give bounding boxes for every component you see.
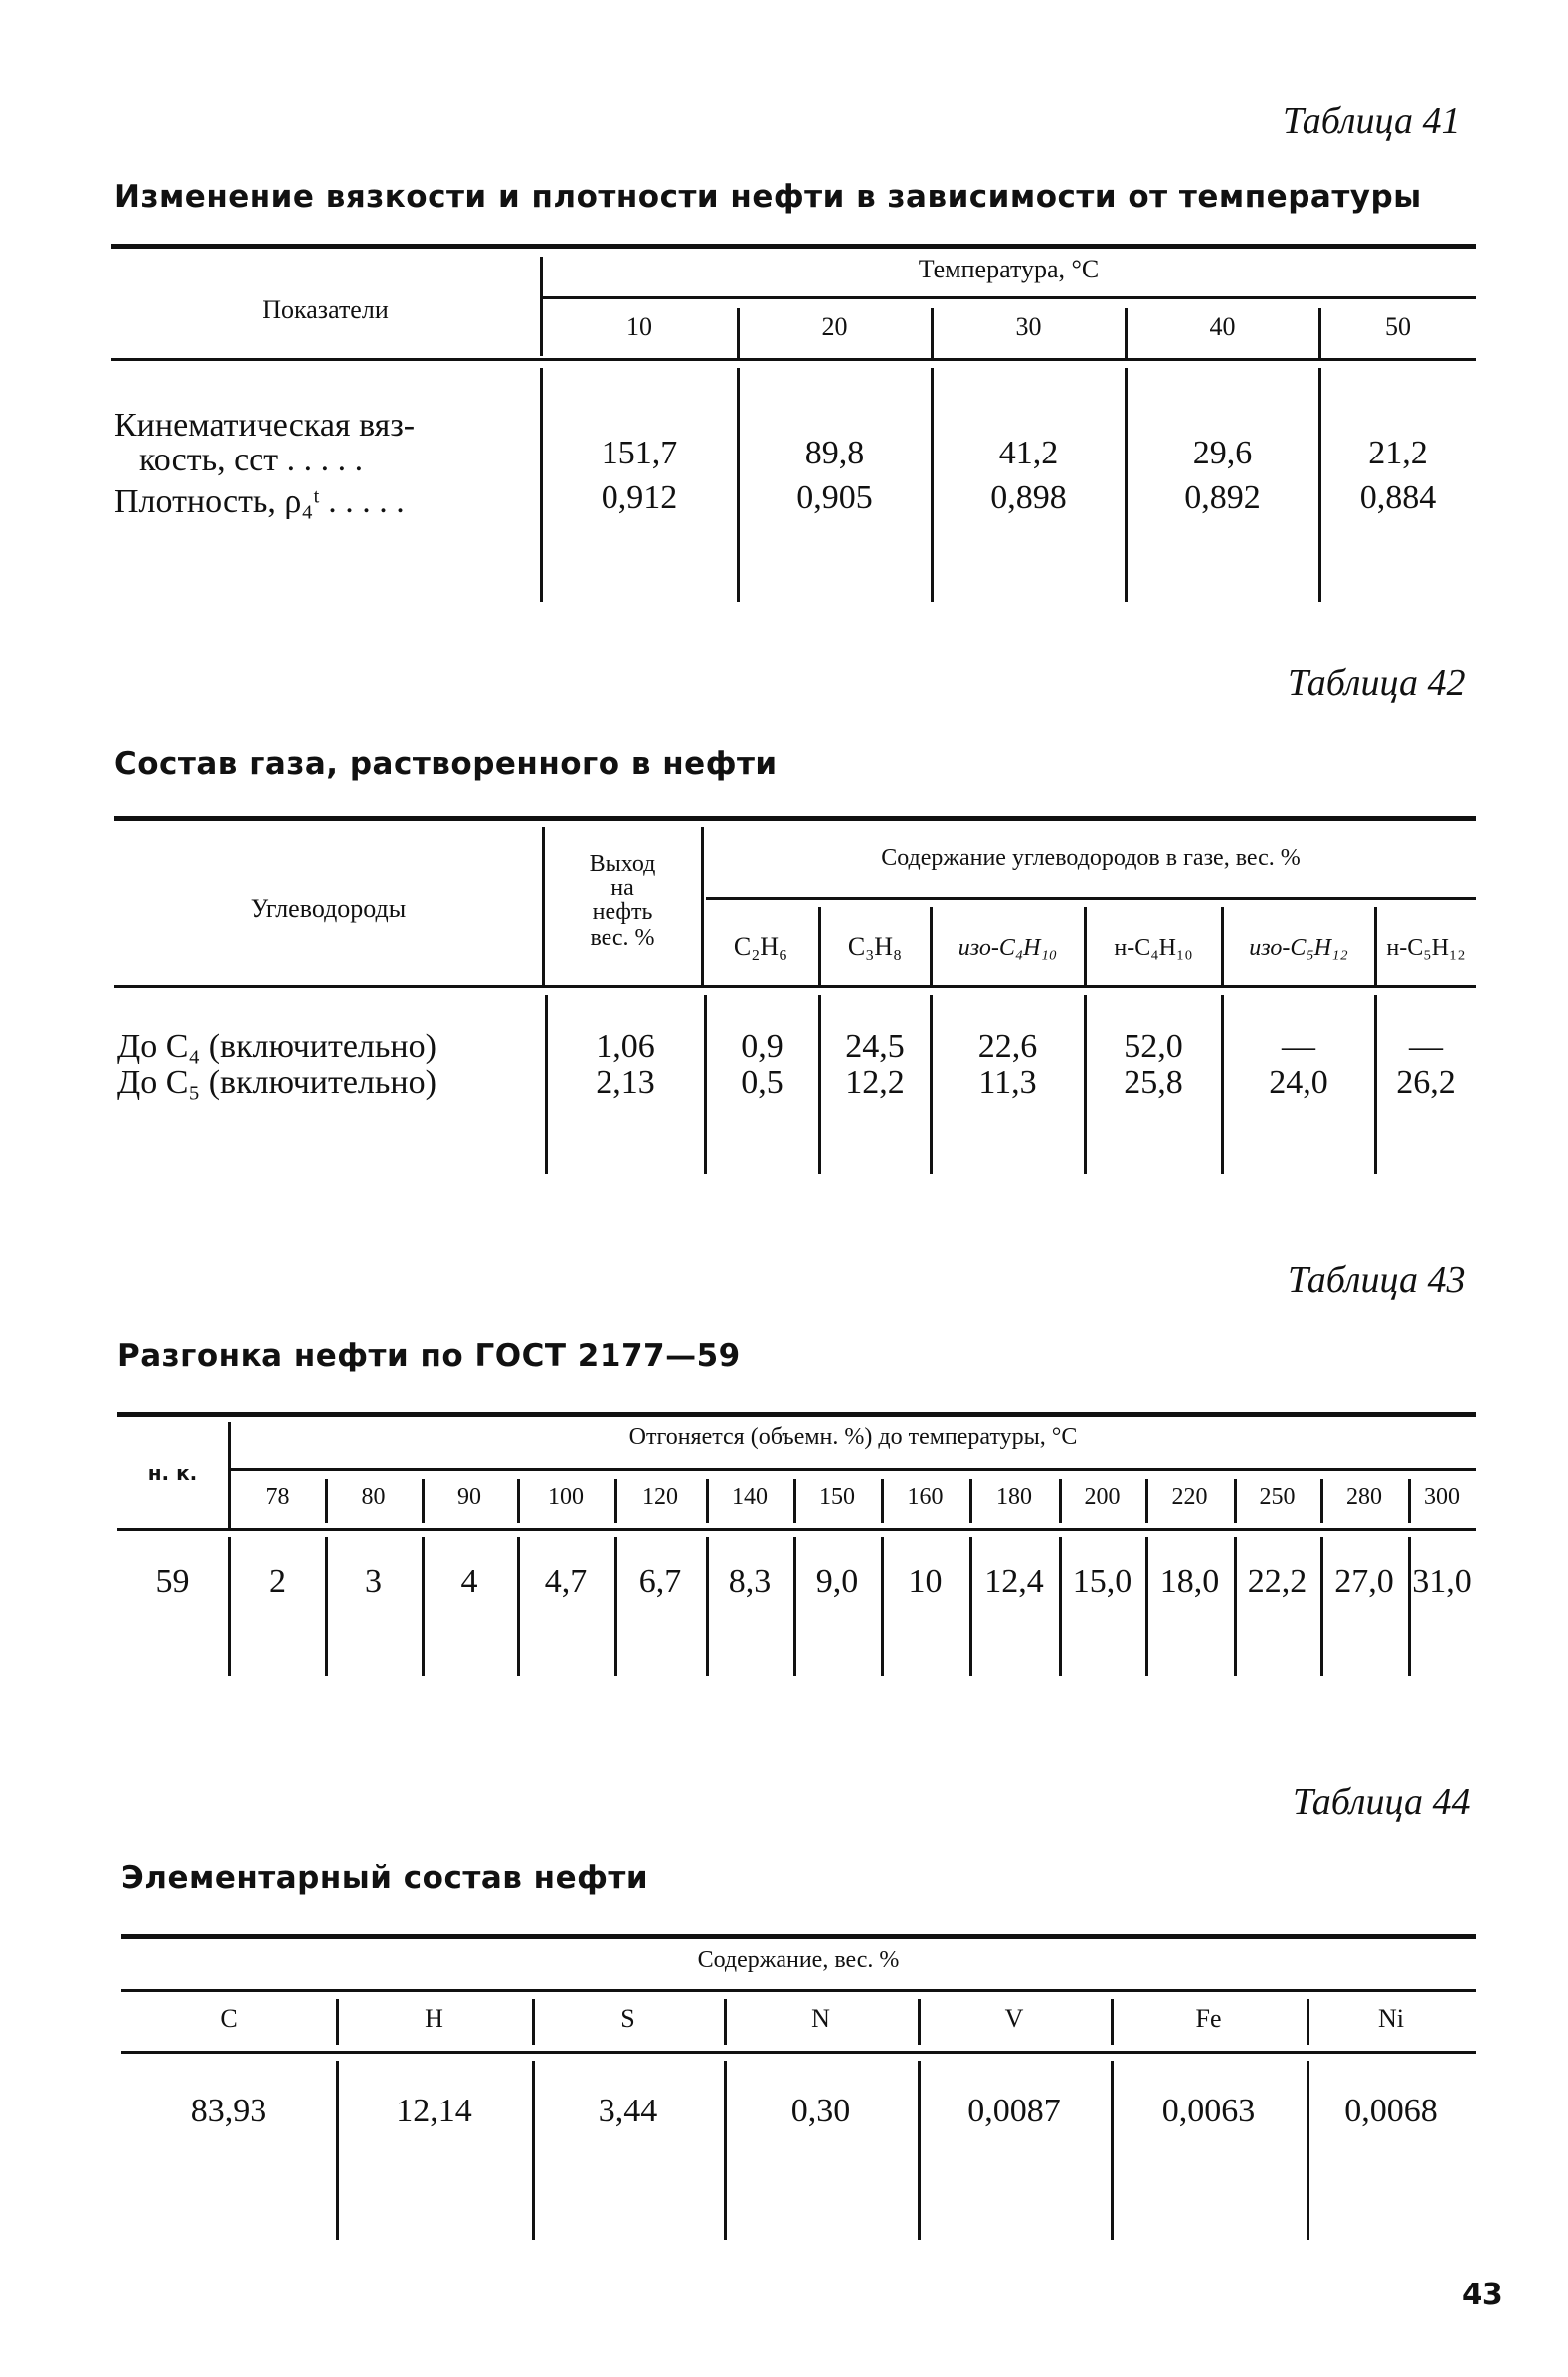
table-44-element-header: S bbox=[620, 2004, 635, 2033]
table-42-row-label: До C₄ (включительно) bbox=[117, 1028, 436, 1065]
table-42-cell: 0,5 bbox=[741, 1064, 784, 1101]
table-41-label: Таблица 41 bbox=[1283, 100, 1461, 142]
table-43-temp-header: 280 bbox=[1346, 1484, 1382, 1510]
table-42-label: Таблица 42 bbox=[1288, 662, 1466, 704]
table-43-first-value: 59 bbox=[155, 1563, 190, 1600]
table-44-element-header: Fe bbox=[1195, 2004, 1222, 2033]
table-41-temp-header: 20 bbox=[821, 312, 848, 341]
table-43-temp-header: 160 bbox=[907, 1484, 944, 1510]
table-43-cell: 9,0 bbox=[815, 1563, 859, 1600]
table-43-temp-header: 300 bbox=[1424, 1484, 1460, 1510]
table-43-temp-header: 120 bbox=[642, 1484, 678, 1510]
table-42-cell: 25,8 bbox=[1124, 1064, 1183, 1101]
table-41-temp-header: 10 bbox=[626, 312, 652, 341]
table-41-cell: 89,8 bbox=[804, 435, 865, 471]
table-43-group-header: Отгоняется (объемн. %) до температуры, °С bbox=[628, 1424, 1078, 1450]
table-42-column-header: н-C₄H₁₀ bbox=[1114, 935, 1193, 961]
table-44-group-header: Содержание, вес. % bbox=[697, 1947, 900, 1973]
table-43-temp-header: 220 bbox=[1171, 1484, 1208, 1510]
table-44-cell: 0,0063 bbox=[1161, 2093, 1256, 2129]
table-44-cell: 12,14 bbox=[396, 2093, 472, 2129]
table-43-cell: 31,0 bbox=[1412, 1563, 1472, 1600]
page-number: 43 bbox=[1462, 2278, 1503, 2312]
table-44-cell: 83,93 bbox=[190, 2093, 267, 2129]
table-42-yield-cell: 1,06 bbox=[596, 1028, 655, 1065]
table-44-element-header: H bbox=[425, 2004, 443, 2033]
table-43-temp-header: 90 bbox=[457, 1484, 481, 1510]
table-41-cell: 41,2 bbox=[998, 435, 1059, 471]
table-43-temp-header: 80 bbox=[361, 1484, 386, 1510]
table-42-column-header: изо-C₅H₁₂ bbox=[1249, 935, 1348, 961]
table-41-temp-header: 30 bbox=[1015, 312, 1042, 341]
table-43-temp-header: 180 bbox=[996, 1484, 1032, 1510]
table-42-row-label: До C₅ (включительно) bbox=[117, 1064, 436, 1101]
table-43-title: Разгонка нефти по ГОСТ 2177—59 bbox=[117, 1338, 741, 1373]
table-43-cell: 3 bbox=[365, 1563, 382, 1600]
table-44-cell: 0,30 bbox=[790, 2093, 851, 2129]
table-42-cell: 26,2 bbox=[1396, 1064, 1456, 1101]
table-44-element-header: Ni bbox=[1378, 2004, 1404, 2033]
table-44-cell: 0,0087 bbox=[967, 2093, 1061, 2129]
table-43-temp-header: 150 bbox=[819, 1484, 855, 1510]
table-42-column-header: C₃H₈ bbox=[847, 932, 903, 961]
table-41-cell: 0,892 bbox=[1184, 479, 1261, 516]
table-44-element-header: V bbox=[1004, 2004, 1024, 2033]
table-42-cell: 12,2 bbox=[845, 1064, 905, 1101]
table-41-cell: 0,884 bbox=[1359, 479, 1437, 516]
table-42-cell: 24,0 bbox=[1269, 1064, 1328, 1101]
table-42-column-header: изо-C₄H₁₀ bbox=[958, 935, 1058, 961]
table-42-group-header: Содержание углеводородов в газе, вес. % bbox=[881, 845, 1301, 871]
table-42-yield-header: Выход bbox=[589, 851, 656, 877]
table-43-cell: 4,7 bbox=[544, 1563, 588, 1600]
table-43-temp-header: 140 bbox=[732, 1484, 768, 1510]
table-43-label: Таблица 43 bbox=[1288, 1259, 1466, 1301]
table-41-row-header: Показатели bbox=[262, 295, 389, 324]
table-41-row-label: Плотность, ρ₄ᵗ . . . . . bbox=[114, 483, 405, 520]
table-44-element-header: C bbox=[220, 2004, 238, 2033]
table-43-cell: 22,2 bbox=[1247, 1563, 1307, 1600]
table-42-title: Состав газа, растворенного в нефти bbox=[114, 746, 778, 782]
table-42-cell: 22,6 bbox=[977, 1028, 1038, 1065]
table-42-yield-cell: 2,13 bbox=[596, 1064, 655, 1101]
table-43-cell: 18,0 bbox=[1159, 1563, 1220, 1600]
table-43-first-header: н. к. bbox=[147, 1461, 198, 1485]
table-41-group-header: Температура, °С bbox=[918, 255, 1100, 283]
table-43-temp-header: 78 bbox=[265, 1484, 290, 1510]
table-41-cell: 0,898 bbox=[990, 479, 1067, 516]
table-44-title: Элементарный состав нефти bbox=[121, 1860, 649, 1896]
table-43-cell: 8,3 bbox=[728, 1563, 772, 1600]
table-41-cell: 0,905 bbox=[796, 479, 873, 516]
table-43-cell: 2 bbox=[269, 1563, 286, 1600]
table-42-yield-header: нефть bbox=[592, 899, 653, 925]
table-41-row-label: Кинематическая вяз- bbox=[114, 407, 416, 444]
table-43-cell: 12,4 bbox=[984, 1563, 1044, 1600]
table-41-cell: 29,6 bbox=[1192, 435, 1253, 471]
table-41-title: Изменение вязкости и плотности нефти в зависимости от температуры bbox=[114, 179, 1422, 215]
table-42-cell: 52,0 bbox=[1124, 1028, 1183, 1065]
table-43-temp-header: 100 bbox=[548, 1484, 584, 1510]
table-41-cell: 21,2 bbox=[1368, 435, 1428, 471]
table-42-yield-header: вес. % bbox=[590, 925, 655, 951]
table-43-cell: 15,0 bbox=[1072, 1563, 1132, 1600]
table-41-temp-header: 50 bbox=[1385, 312, 1411, 341]
table-43-temp-header: 200 bbox=[1084, 1484, 1121, 1510]
table-42-cell: 0,9 bbox=[741, 1028, 784, 1065]
table-41-cell: 0,912 bbox=[601, 479, 678, 516]
table-42-column-header: C₂H₆ bbox=[733, 932, 788, 961]
table-44-label: Таблица 44 bbox=[1293, 1781, 1471, 1823]
table-41-cell: 151,7 bbox=[601, 435, 678, 471]
table-44-cell: 0,0068 bbox=[1344, 2093, 1438, 2129]
table-43-temp-header: 250 bbox=[1259, 1484, 1296, 1510]
table-41-row-label: кость, сст . . . . . bbox=[139, 442, 364, 478]
table-43-cell: 4 bbox=[460, 1563, 478, 1600]
table-42-cell: 24,5 bbox=[845, 1028, 905, 1065]
table-43-cell: 10 bbox=[908, 1563, 943, 1600]
table-44-cell: 3,44 bbox=[598, 2093, 658, 2129]
table-43-cell: 27,0 bbox=[1334, 1563, 1394, 1600]
table-42-yield-header: на bbox=[610, 875, 634, 901]
table-42-row-header: Углеводороды bbox=[250, 894, 407, 923]
table-44-element-header: N bbox=[811, 2004, 830, 2033]
table-43-cell: 6,7 bbox=[638, 1563, 682, 1600]
table-41-temp-header: 40 bbox=[1209, 312, 1236, 341]
table-42-cell: — bbox=[1409, 1028, 1443, 1065]
table-42-cell: 11,3 bbox=[978, 1064, 1037, 1101]
table-42-cell: — bbox=[1282, 1028, 1315, 1065]
table-42-column-header: н-C₅H₁₂ bbox=[1386, 935, 1466, 961]
